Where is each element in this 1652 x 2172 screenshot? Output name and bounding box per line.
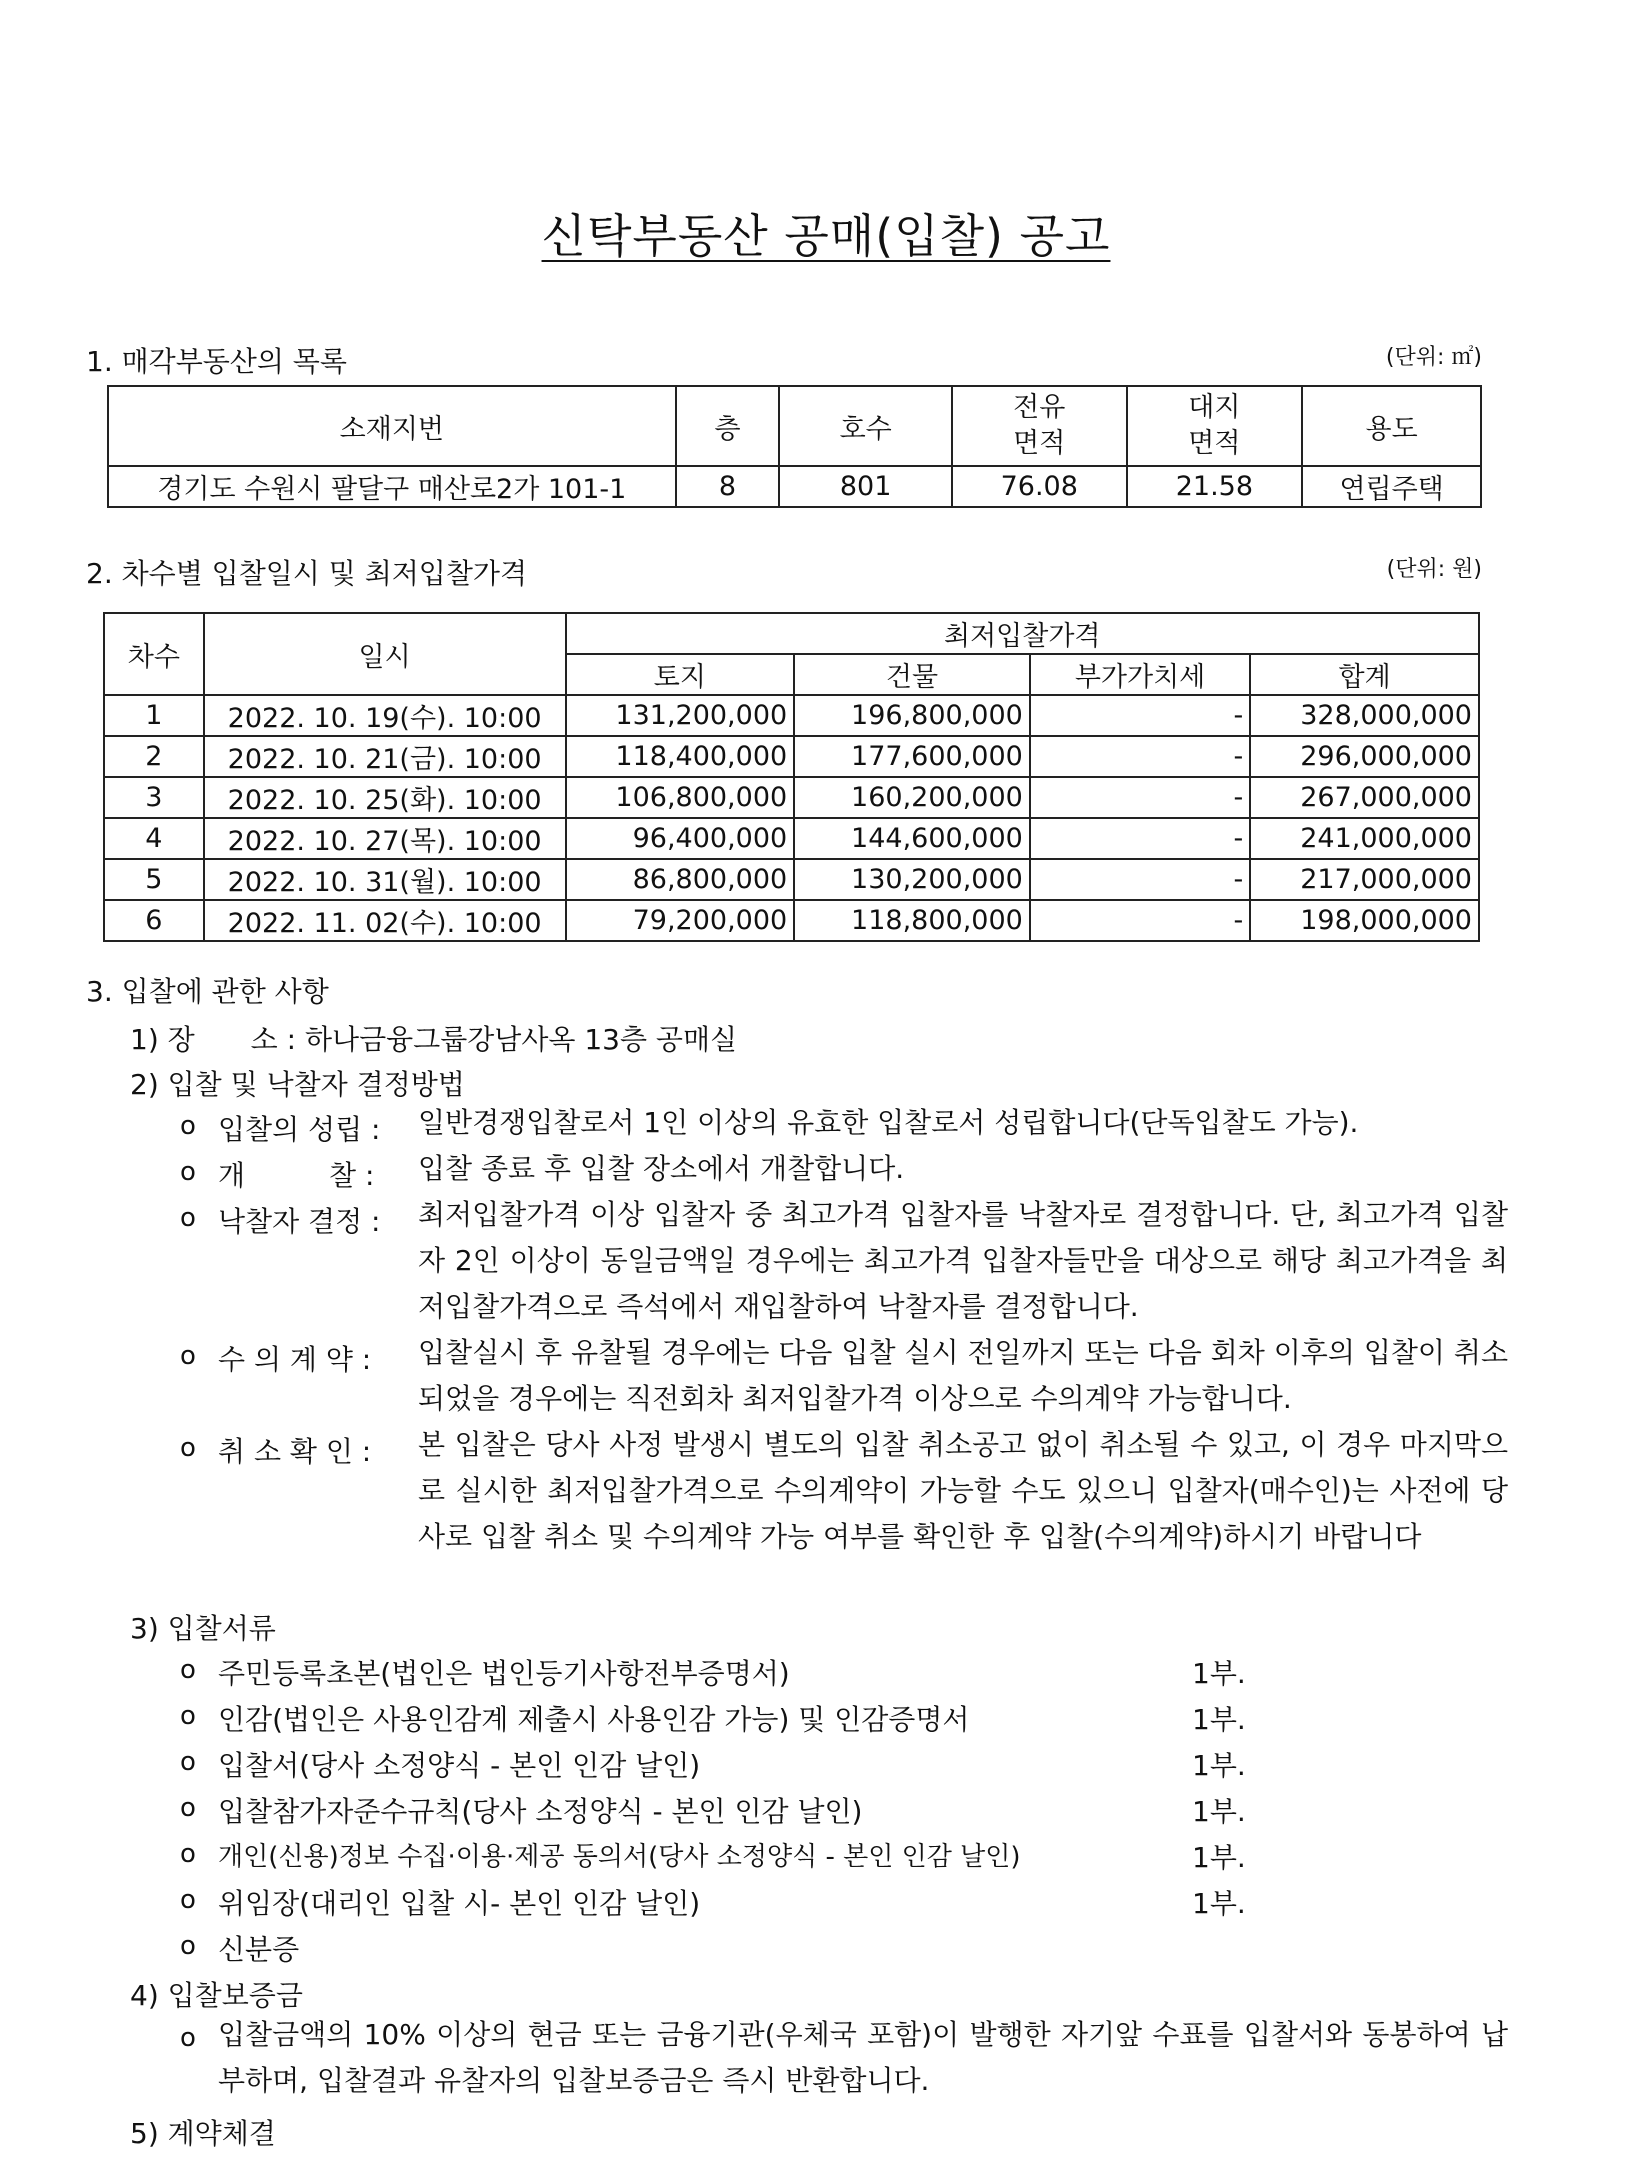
deposit-text: 입찰금액의 10% 이상의 현금 또는 금융기관(우체국 포함)이 발행한 자기앞 수표를 입찰서와 동봉하여 납부하며, 입찰결과 유찰자의 입찰보증금은 즉시 반환합니다.: [218, 2018, 1508, 2097]
cell-land: 79,200,000: [566, 900, 795, 941]
cell-datetime: 2022. 11. 02(수). 10:00: [204, 900, 566, 941]
cell-datetime: 2022. 10. 21(금). 10:00: [204, 736, 566, 777]
doc-name: 인감(법인은 사용인감계 제출시 사용인감 가능) 및 인감증명서: [218, 1703, 970, 1736]
table-row: [108, 466, 1481, 507]
doc-name: 입찰참가자준수규칙(당사 소정양식 - 본인 인감 날인): [218, 1795, 863, 1828]
cell-location: 경기도 수원시 팔달구 매산로2가 101-1: [108, 466, 676, 507]
table-row: [104, 859, 1479, 900]
cell-land: 131,200,000: [566, 695, 795, 736]
table-row: [104, 777, 1479, 818]
property-table-header: [108, 386, 1481, 466]
item-label-private-contract: 수 의 계 약 :: [218, 1343, 372, 1376]
bullet-icon: o: [180, 1793, 196, 1823]
cell-building: 130,200,000: [794, 859, 1030, 900]
cell-datetime: 2022. 10. 27(목). 10:00: [204, 818, 566, 859]
header-usage: 용도: [1302, 386, 1481, 466]
cell-exclusive-area: 76.08: [952, 466, 1127, 507]
cell-land-area: 21.58: [1127, 466, 1303, 507]
cell-total: 296,000,000: [1250, 736, 1479, 777]
bullet-icon: o: [180, 1203, 196, 1233]
cell-building: 177,600,000: [794, 736, 1030, 777]
item-label-formation: 입찰의 성립 :: [218, 1113, 381, 1146]
doc-name: 신분증: [218, 1933, 300, 1966]
header-datetime: 일시: [204, 613, 566, 695]
table-row: [104, 736, 1479, 777]
header-floor: 층: [676, 386, 780, 466]
bullet-icon: o: [180, 1655, 196, 1685]
section3-heading: 3. 입찰에 관한 사항: [86, 975, 329, 1008]
header-round: 차수: [104, 613, 204, 695]
doc-qty: 1부.: [1192, 1657, 1246, 1690]
cell-building: 160,200,000: [794, 777, 1030, 818]
bullet-icon: o: [180, 1111, 196, 1141]
header-total: 합계: [1250, 654, 1479, 695]
cell-total: 198,000,000: [1250, 900, 1479, 941]
item-label-opening: 개 찰 :: [218, 1159, 375, 1192]
item-text-opening: 입찰 종료 후 입찰 장소에서 개찰합니다.: [418, 1152, 905, 1185]
contract-heading: 5) 계약체결: [130, 2117, 276, 2150]
cell-datetime: 2022. 10. 19(수). 10:00: [204, 695, 566, 736]
section1-unit: (단위: ㎡): [1385, 345, 1482, 370]
doc-qty: 1부.: [1192, 1749, 1246, 1782]
cell-land: 96,400,000: [566, 818, 795, 859]
cell-floor: 8: [676, 466, 780, 507]
bid-table-header-row-1: [104, 613, 1479, 654]
section2-unit: (단위: 원): [1386, 557, 1482, 582]
cell-building: 118,800,000: [794, 900, 1030, 941]
bullet-icon: o: [180, 1341, 196, 1371]
cell-usage: 연립주택: [1302, 466, 1481, 507]
header-land: 토지: [566, 654, 795, 695]
doc-qty: 1부.: [1192, 1703, 1246, 1736]
bullet-icon: o: [180, 1885, 196, 1915]
bullet-icon: o: [180, 1433, 196, 1463]
page-title: 신탁부동산 공매(입찰) 공고: [541, 209, 1111, 263]
bullet-icon: o: [180, 1931, 196, 1961]
docs-heading: 3) 입찰서류: [130, 1612, 276, 1645]
item-label-cancel-check: 취 소 확 인 :: [218, 1435, 372, 1468]
item-label-winner: 낙찰자 결정 :: [218, 1205, 381, 1238]
deposit-heading: 4) 입찰보증금: [130, 1979, 303, 2012]
header-building: 건물: [794, 654, 1030, 695]
doc-name: 위임장(대리인 입찰 시- 본인 인감 날인): [218, 1887, 701, 1920]
cell-building: 196,800,000: [794, 695, 1030, 736]
cell-land: 118,400,000: [566, 736, 795, 777]
item-text-private-contract: 입찰실시 후 유찰될 경우에는 다음 입찰 실시 전일까지 또는 다음 회차 이후의 입찰이 취소되었을 경우에는 직전회차 최저입찰가격 이상으로 수의계약 가능합니다.: [418, 1336, 1508, 1415]
bullet-icon: o: [180, 1157, 196, 1187]
header-vat: 부가가치세: [1030, 654, 1250, 695]
cell-building: 144,600,000: [794, 818, 1030, 859]
cell-vat: -: [1030, 777, 1250, 818]
section2-heading: 2. 차수별 입찰일시 및 최저입찰가격: [86, 557, 527, 590]
bullet-icon: o: [180, 1701, 196, 1731]
item-text-formation: 일반경쟁입찰로서 1인 이상의 유효한 입찰로서 성립합니다(단독입찰도 가능).: [418, 1106, 1359, 1139]
table-row: [104, 695, 1479, 736]
cell-round: 1: [104, 695, 204, 736]
cell-total: 241,000,000: [1250, 818, 1479, 859]
item-text-cancel-check: 본 입찰은 당사 사정 발생시 별도의 입찰 취소공고 없이 취소될 수 있고, 이 경우 마지막으로 실시한 최저입찰가격으로 수의계약이 가능할 수도 있으니 입찰자(매수인)는 사전에 당사로 입찰 취소 및 수의계약 가능 여부를 확인한 후 입찰(수의계약)하시기 바랍니다: [418, 1428, 1508, 1553]
bullet-icon: o: [180, 2023, 196, 2053]
doc-qty: 1부.: [1192, 1795, 1246, 1828]
cell-round: 2: [104, 736, 204, 777]
header-location: 소재지번: [108, 386, 676, 466]
doc-qty: 1부.: [1192, 1841, 1246, 1874]
cell-land: 86,800,000: [566, 859, 795, 900]
cell-round: 6: [104, 900, 204, 941]
cell-datetime: 2022. 10. 31(월). 10:00: [204, 859, 566, 900]
bullet-icon: o: [180, 1747, 196, 1777]
cell-vat: -: [1030, 859, 1250, 900]
bullet-icon: o: [180, 1839, 196, 1869]
cell-round: 3: [104, 777, 204, 818]
header-exclusive-area: 전유 면적: [952, 386, 1127, 466]
property-table: [107, 385, 1482, 508]
cell-vat: -: [1030, 695, 1250, 736]
doc-name: 개인(신용)정보 수집·이용·제공 동의서(당사 소정양식 - 본인 인감 날인): [218, 1842, 1021, 1872]
cell-vat: -: [1030, 736, 1250, 777]
cell-round: 5: [104, 859, 204, 900]
table-row: [104, 900, 1479, 941]
item-text-winner: 최저입찰가격 이상 입찰자 중 최고가격 입찰자를 낙찰자로 결정합니다. 단, 최고가격 입찰자 2인 이상이 동일금액일 경우에는 최고가격 입찰자들만을 대상으로 해당 최고가격을 최저입찰가격으로 즉석에서 재입찰하여 낙찰자를 결정합니다.: [418, 1198, 1508, 1323]
method-heading: 2) 입찰 및 낙찰자 결정방법: [130, 1068, 465, 1101]
table-row: [104, 818, 1479, 859]
cell-datetime: 2022. 10. 25(화). 10:00: [204, 777, 566, 818]
cell-round: 4: [104, 818, 204, 859]
header-min-price: 최저입찰가격: [566, 613, 1480, 654]
doc-name: 입찰서(당사 소정양식 - 본인 인감 날인): [218, 1749, 701, 1782]
doc-qty: 1부.: [1192, 1887, 1246, 1920]
cell-vat: -: [1030, 900, 1250, 941]
cell-total: 267,000,000: [1250, 777, 1479, 818]
cell-total: 328,000,000: [1250, 695, 1479, 736]
place-line: 1) 장 소 : 하나금융그룹강남사옥 13층 공매실: [130, 1023, 738, 1056]
cell-vat: -: [1030, 818, 1250, 859]
header-land-area: 대지 면적: [1127, 386, 1303, 466]
section1-heading: 1. 매각부동산의 목록: [86, 345, 347, 378]
header-unit-no: 호수: [779, 386, 952, 466]
bid-schedule-table: [103, 612, 1480, 942]
cell-land: 106,800,000: [566, 777, 795, 818]
cell-total: 217,000,000: [1250, 859, 1479, 900]
doc-name: 주민등록초본(법인은 법인등기사항전부증명서): [218, 1657, 790, 1690]
cell-unit-no: 801: [779, 466, 952, 507]
